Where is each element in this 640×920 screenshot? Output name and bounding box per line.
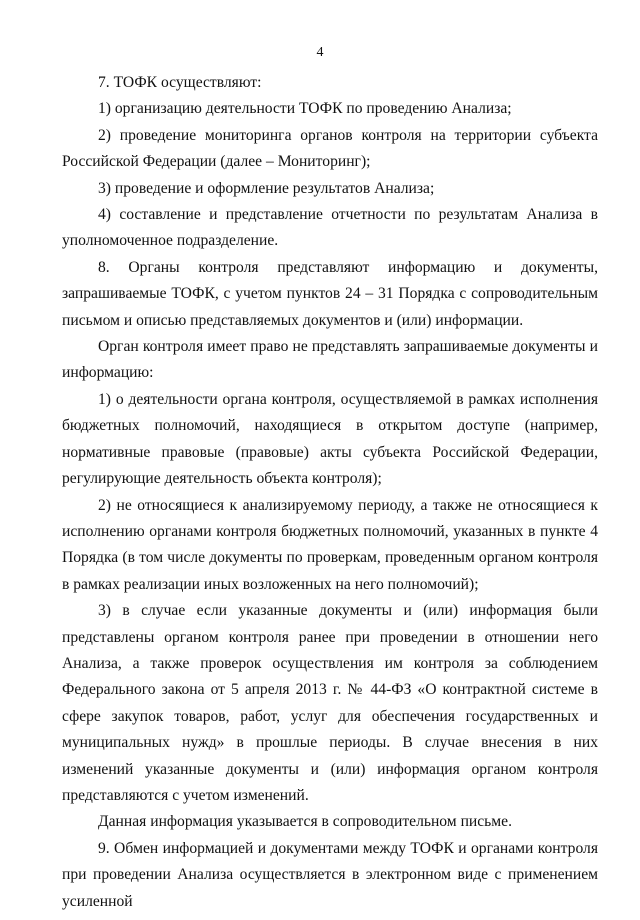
paragraph-8-note: Данная информация указывается в сопроводительном письме. (98, 813, 512, 831)
document-body (62, 70, 598, 915)
paragraph-7-item-3: 3) проведение и оформление результатов Анализа; (98, 179, 435, 197)
paragraph-7-item-4: 4) составление и представление отчетности по результатам Анализа в уполномоченное подразделение. (62, 206, 598, 250)
paragraph-8-right-statement: Орган контроля имеет право не представлять запрашиваемые документы и информацию: (62, 338, 598, 382)
paragraph-8-item-2: 2) не относящиеся к анализируемому периоду, а также не относящиеся к исполнению органами контроля бюджетных полномочий, указанных в пункте 4 Порядка (в том числе документы по проверкам, проведенным органом контроля в рамках реализации иных возложенных на него полномочий); (62, 496, 598, 593)
paragraph-8-item-1: 1) о деятельности органа контроля, осуществляемой в рамках исполнения бюджетных полномочий, находящиеся в открытом доступе (например, нормативные правовые (правовые) акты субъекта Российской Федерации, регулирующие деятельность объекта контроля); (62, 390, 598, 488)
paragraph-7-item-2: 2) проведение мониторинга органов контроля на территории субъекта Российской Федерации (далее – Мониторинг); (62, 126, 598, 171)
paragraph-8-item-3: 3) в случае если указанные документы и (или) информация были представлены органом контроля ранее при проведении в отношении него Анализа, а также проверок осуществления им контроля за соблюдением Федерального закона от 5 апреля 2013 г. № 44-ФЗ «О контрактной системе в сфере закупок товаров, работ, услуг для обеспечения государственных и муниципальных нужд» в прошлые периоды. В случае внесения в них изменений указанные документы и (или) информация органом контроля представляются с учетом изменений. (62, 602, 598, 804)
page-number: 4 (316, 45, 324, 60)
paragraph-7-heading: 7. ТОФК осуществляют: (98, 74, 262, 91)
paragraph-8: 8. Органы контроля представляют информацию и документы, запрашиваемые ТОФК, с учетом пунктов 24 – 31 Порядка с сопроводительным письмом и описью представляемых документов и (или) информации. (62, 258, 598, 329)
paragraph-7-item-1: 1) организацию деятельности ТОФК по проведению Анализа; (98, 100, 512, 118)
paragraph-9: 9. Обмен информацией и документами между ТОФК и органами контроля при проведении Анализа осуществляется в электронном виде с применением усиленной (62, 839, 598, 910)
